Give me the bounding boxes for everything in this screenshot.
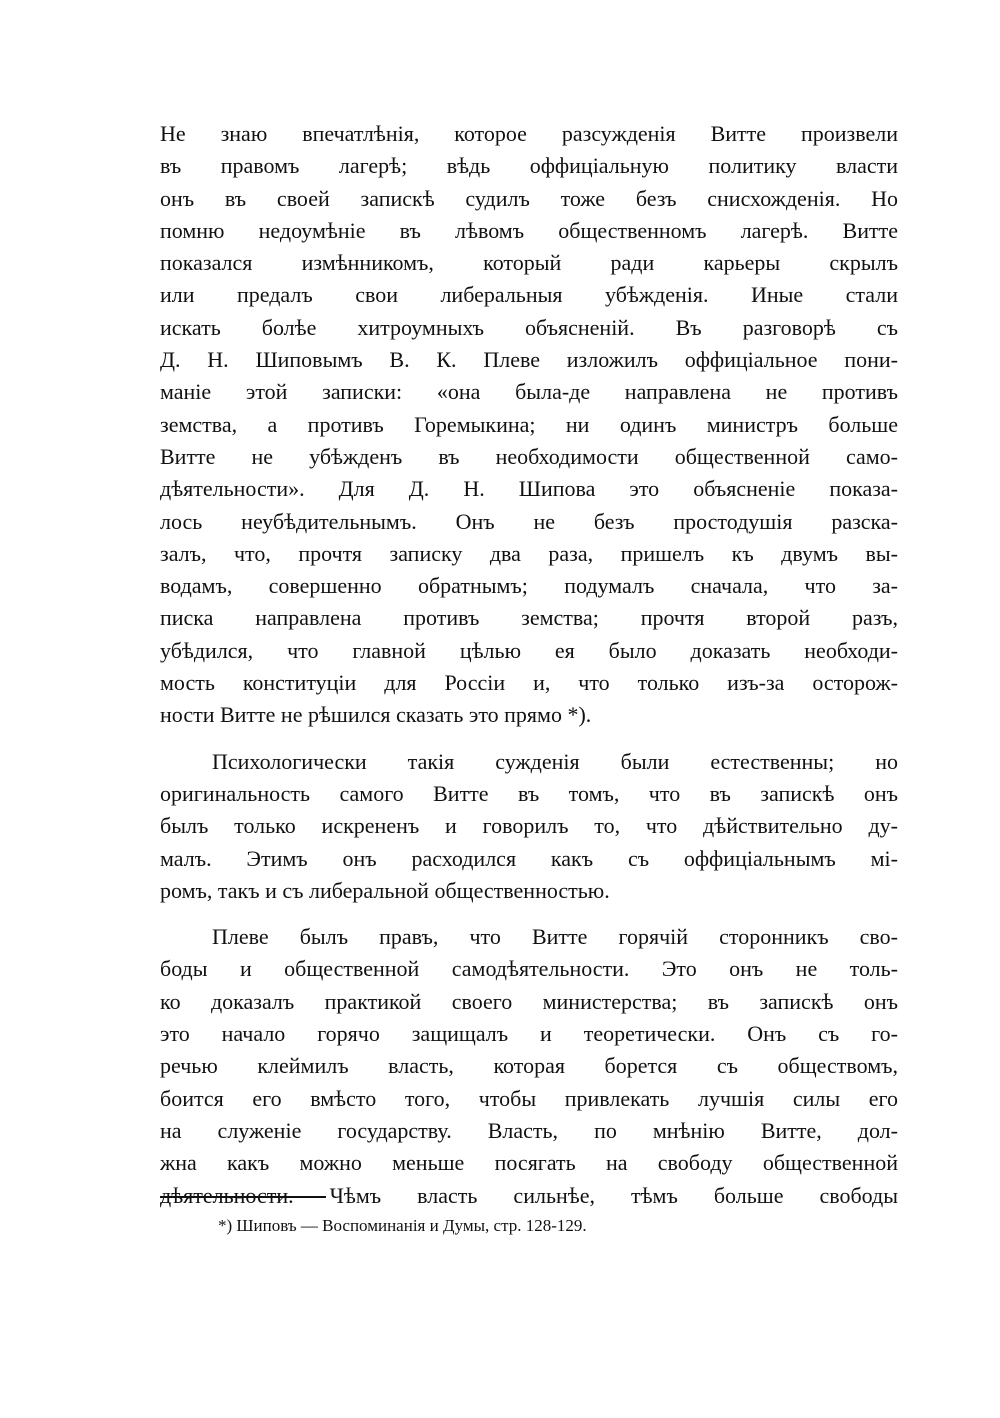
text-line: помню недоумѣніе въ лѣвомъ общественномъ лагерѣ. Витте [160, 217, 898, 243]
footnote-divider [160, 1196, 326, 1198]
text-line: водамъ, совершенно обратнымъ; подумалъ сначала, что за- [160, 573, 898, 599]
paragraph-gap [160, 907, 898, 921]
text-line: боды и общественной самодѣятельности. Это онъ не толь- [160, 956, 898, 982]
footnote: *) Шиповъ — Воспоминанія и Думы, стр. 128-129. [218, 1216, 587, 1235]
text-line: залъ, что, прочтя записку два раза, пришелъ къ двумъ вы- [160, 540, 898, 566]
text-line: жна какъ можно меньше посягать на свободу общественной [160, 1150, 898, 1176]
text-line: онъ въ своей запискѣ судилъ тоже безъ снисхожденія. Но [160, 185, 898, 211]
text-line: въ правомъ лагерѣ; вѣдь оффиціальную политику власти [160, 153, 898, 179]
text-line: Не знаю впечатлѣнія, которое разсужденія Витте произвели [160, 121, 898, 146]
text-line: речью клеймилъ власть, которая борется съ обществомъ, [160, 1053, 898, 1079]
text-line: боится его вмѣсто того, чтобы привлекать лучшія силы его [160, 1085, 898, 1111]
text-line: былъ только искрененъ и говорилъ то, что дѣйствительно ду- [160, 813, 898, 839]
text-line: лось неубѣдительнымъ. Онъ не безъ простодушія разска- [160, 508, 898, 534]
text-line: малъ. Этимъ онъ расходился какъ съ оффиціальнымъ мі- [160, 845, 898, 871]
text-line: Плеве былъ правъ, что Витте горячій сторонникъ сво- [212, 924, 898, 950]
text-line: дѣятельности». Для Д. Н. Шипова это объясненіе показа- [160, 476, 898, 502]
text-line: или предалъ свои либеральныя убѣжденія. Иные стали [160, 282, 898, 308]
text-line: показался измѣнникомъ, который ради карьеры скрылъ [160, 250, 898, 276]
text-line: ности Витте не рѣшился сказать это прямо *). [160, 702, 592, 728]
text-line: Д. Н. Шиповымъ В. К. Плеве изложилъ оффиціальное пони- [160, 347, 898, 373]
text-line: земства, а противъ Горемыкина; ни одинъ министръ больше [160, 411, 898, 437]
text-line: дѣятельности. Чѣмъ власть сильнѣе, тѣмъ больше свободы [160, 1182, 898, 1208]
text-line: убѣдился, что главной цѣлью ея было доказать необходи- [160, 637, 898, 663]
text-line: ромъ, такъ и съ либеральной общественностью. [160, 877, 610, 903]
paragraph [160, 921, 898, 1212]
text-line: искать болѣе хитроумныхъ объясненій. Въ разговорѣ съ [160, 314, 898, 340]
paragraph [160, 746, 898, 907]
text-line: Психологически такія сужденія были естественны; но [212, 748, 898, 774]
body-text [160, 118, 898, 1212]
paragraph [160, 118, 898, 732]
text-line: оригинальность самого Витте въ томъ, что въ запискѣ онъ [160, 780, 898, 806]
text-line: на служеніе государству. Власть, по мнѣнію Витте, дол- [160, 1117, 898, 1143]
text-line: писка направлена противъ земства; прочтя второй разъ, [160, 605, 898, 631]
paragraph-gap [160, 732, 898, 746]
text-line: маніе этой записки: «она была-де направлена не противъ [160, 379, 898, 405]
text-line: Витте не убѣжденъ въ необходимости общественной само- [160, 443, 898, 469]
text-line: ко доказалъ практикой своего министерства; въ запискѣ онъ [160, 988, 898, 1014]
text-line: это начало горячо защищалъ и теоретически. Онъ съ го- [160, 1021, 898, 1047]
text-line: мость конституціи для Россіи и, что только изъ-за осторож- [160, 670, 898, 696]
